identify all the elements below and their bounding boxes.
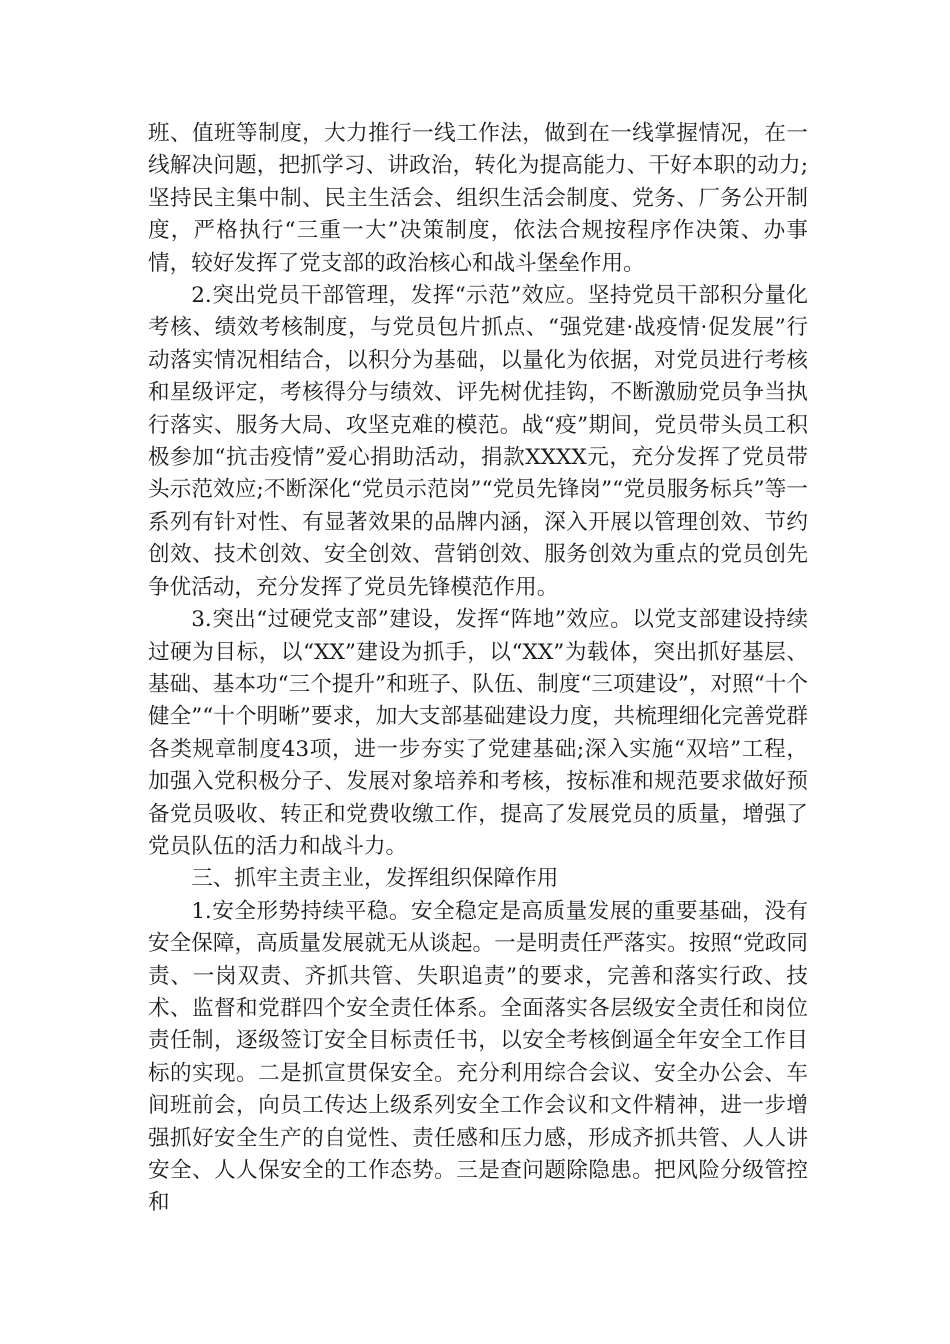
document-body [148,118,808,1220]
paragraph-safety-situation: 1.安全形势持续平稳。安全稳定是高质量发展的重要基础，没有安全保障，高质量发展就无从谈起。一是明责任严落实。按照“党政同责、一岗双责、齐抓共管、失职追责”的要求，完善和落实行政、技术、监督和党群四个安全责任体系。全面落实各层级安全责任和岗位责任制，逐级签订安全目标责任书，以安全考核倒逼全年安全工作目标的实现。二是抓宣贯保安全。充分利用综合会议、安全办公会、车间班前会，向员工传达上级系列安全工作会议和文件精神，进一步增强抓好安全生产的自觉性、责任感和压力感，形成齐抓共管、人人讲安全、人人保安全的工作态势。三是查问题除隐患。把风险分级管控和 [148,898,808,1216]
paragraph-party-branch-building: 3.突出“过硬党支部”建设，发挥“阵地”效应。以党支部建设持续过硬为目标，以“XX”建设为抓手，以“XX”为载体，突出抓好基层、基础、基本功“三个提升”和班子、队伍、制度“三项建设”，对照“十个健全”“十个明晰”要求，加大支部基础建设力度，共梳理细化完善党群各类规章制度43项，进一步夯实了党建基础;深入实施“双培”工程，加强入党积极分子、发展对象培养和考核，按标准和规范要求做好预备党员吸收、转正和党费收缴工作，提高了发展党员的质量，增强了党员队伍的活力和战斗力。 [148,607,808,859]
section-heading-three: 三、抓牢主责主业，发挥组织保障作用 [191,866,559,892]
paragraph-party-member-management: 2.突出党员干部管理，发挥“示范”效应。坚持党员干部积分量化考核、绩效考核制度，与党员包片抓点、“强党建·战疫情·促发展”行动落实情况相结合，以积分为基础，以量化为依据，对党员进行考核和星级评定，考核得分与绩效、评先树优挂钩，不断激励党员争当执行落实、服务大局、攻坚克难的模范。战“疫”期间，党员带头员工积极参加“抗击疫情”爱心捐助活动，捐款XXXX元，充分发挥了党员带头示范效应;不断深化“党员示范岗”“党员先锋岗”“党员服务标兵”等一系列有针对性、有显著效果的品牌内涵，深入开展以管理创效、节约创效、技术创效、安全创效、营销创效、服务创效为重点的党员创先争优活动，充分发挥了党员先锋模范作用。 [148,283,808,600]
paragraph-continuation: 班、值班等制度，大力推行一线工作法，做到在一线掌握情况，在一线解决问题，把抓学习、讲政治，转化为提高能力、干好本职的动力;坚持民主集中制、民主生活会、组织生活会制度、党务、厂务公开制度，严格执行“三重一大”决策制度，依法合规按程序作决策、办事情，较好发挥了党支部的政治核心和战斗堡垒作用。 [148,121,808,276]
